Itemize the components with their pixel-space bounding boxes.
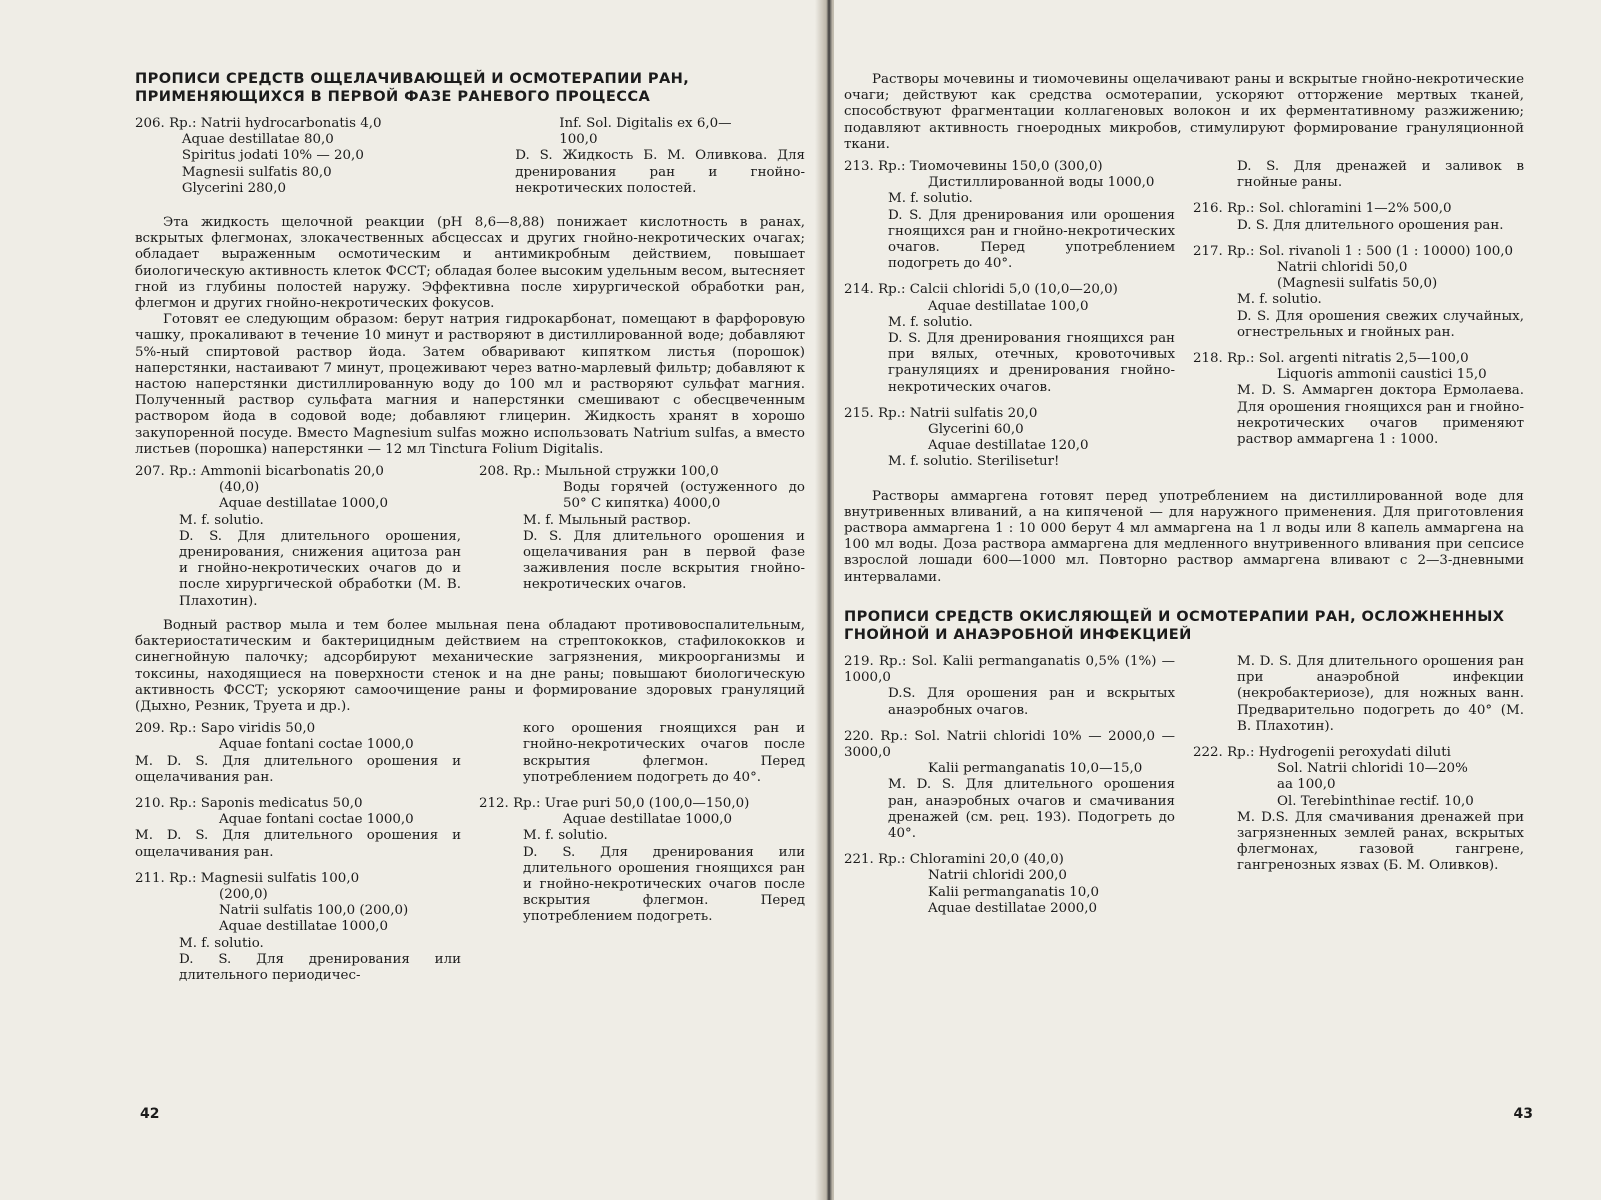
rx-line: M. f. solutio. [179,512,264,528]
rx-line: Aquae destillatae 1000,0 [219,919,389,935]
rx206-col-b [515,116,805,207]
rx-line: Aquae destillatae 1000,0 [563,812,733,828]
rx220 [844,729,1175,842]
rx-line: M. f. solutio. [888,314,973,330]
rx-line: D. S. Для дренирования гноящихся ран при вялых, отечных, кровоточивых грануляциях и дренирования гнойно-некротических очагов. [888,331,1175,395]
rx213 [844,159,1175,272]
rx-line: D. S. Для длительного орошения и ощелачивания ран в первой фазе заживления после вскрытия гнойно-некротических очагов. [523,528,805,593]
rx206-block [135,116,805,207]
rx209-211-col [135,721,461,994]
rx-line: aa 100,0 [1277,777,1336,793]
rx-line: Glycerini 60,0 [928,422,1024,438]
rx217 [1193,244,1524,341]
rx221-222-col [1193,654,1524,927]
rx-line: M. f. solutio. [888,191,973,207]
rx-line: D. S. Для длительного орошения, дренирования, снижения ацитоза ран и гнойно-некротических очагов до и после хирургической обработки (М. В. Плахотин). [179,528,461,609]
rx218 [1193,351,1524,448]
rx-line: (40,0) [219,480,260,496]
rx212 [479,796,805,926]
rx-line: 100,0 [559,132,598,148]
rx-line: Aquae fontani coctae 1000,0 [219,737,414,753]
rx-line: 208. Rp.: Мыльной стружки 100,0 [479,464,719,480]
right-page-content [844,72,1524,935]
page-number-left: 42 [140,1106,160,1122]
rx-line: 211. Rp.: Magnesii sulfatis 100,0 [135,870,360,886]
rx214 [844,282,1175,395]
right-paragraph-2: Растворы аммаргена готовят перед употреблением на дистиллированной воде для внутривенных вливаний, а на кипяченой — для наружного применения. Для приготовления раствора аммаргена 1 : 10 000 берут 4 мл аммаргена на 1 л воды или 8 капель аммаргена на 100 мл воды. Доза раствора аммаргена для медленного внутривенного вливания при сепсисе взрослой лошади 600—1000 мл. Повторно раствор аммаргена вливают с 2—3-дневными интервалами. [844,488,1524,585]
rx-line: Kalii permanganatis 10,0 [928,884,1100,900]
rx-line: M. D. S. Для длительного орошения и ощелачивания ран. [135,828,461,860]
page-number-right: 43 [1513,1106,1533,1122]
rx213-218-block [844,159,1524,481]
rx-line: Kalii permanganatis 10,0—15,0 [928,761,1143,777]
rx221-continuation: M. D. S. Для длительного орошения ран при анаэробной инфекции (некробактериозе), для ножных ванн. Предварительно подогреть до 40° (М. В. Плахотин). [1237,653,1524,734]
rx-line: D. S. Для орошения свежих случайных, огнестрельных и гнойных ран. [1237,308,1524,340]
rx211-212-col [479,721,805,994]
rx-line: Aquae destillatae 2000,0 [928,900,1098,916]
rx207-208-block [135,464,805,610]
rx-line: 207. Rp.: Ammonii bicarbonatis 20,0 [135,464,384,480]
rx209 [135,721,461,786]
rx-line: 217. Rp.: Sol. rivanoli 1 : 500 (1 : 10000) 100,0 [1193,243,1514,259]
rx-line: Liquoris ammonii caustici 15,0 [1277,367,1487,383]
rx-line: 210. Rp.: Saponis medicatus 50,0 [135,795,363,811]
rx-line: M. D.S. Для смачивания дренажей при загрязненных землей ранах, вскрытых флегмонах, газовой гангрене, гангренозных язвах (Б. М. Оливков). [1237,809,1524,874]
rx211-continuation: кого орошения гноящихся ран и гнойно-некротических очагов после вскрытия флегмон. Перед употреблением подогреть до 40°. [523,721,805,785]
rx215-218-col [1193,159,1524,481]
rx222 [1193,745,1524,875]
rx219 [844,654,1175,719]
rx-line: Воды горячей (остуженного до 50° С кипятка) 4000,0 [563,480,805,512]
rx-line: M. D. S. Для длительного орошения и ощелачивания ран. [135,753,461,785]
rx221 [844,852,1175,917]
rx-line: 206. Rp.: Natrii hydrocarbonatis 4,0 [135,116,382,131]
rx-line: 215. Rp.: Natrii sulfatis 20,0 [844,405,1038,421]
rx-line: D. S. Для дренирования или длительного периодичес- [179,951,461,983]
rx-line: D. S. Для дренирования или длительного орошения гноящихся ран и гнойно-некротических очагов после вскрытия флегмон. Перед употреблением подогреть. [523,844,805,925]
rx-line: (Magnesii sulfatis 50,0) [1277,276,1438,292]
rx-line: Aquae destillatae 100,0 [928,298,1089,314]
rx-line: Дистиллированной воды 1000,0 [928,175,1155,191]
rx-line: D. S. Для дренирования или орошения гноящихся ран и гнойно-некротических очагов. Перед употреблением подогреть до 40°. [888,207,1175,272]
rx-line: Spiritus jodati 10% — 20,0 [135,148,364,164]
rx-line: M. f. solutio. Sterilisetur! [888,454,1060,470]
rx-line: 221. Rp.: Chloramini 20,0 (40,0) [844,852,1064,868]
rx206-a [135,116,497,197]
rx210 [135,796,461,861]
rx-line: 220. Rp.: Sol. Natrii chloridi 10% — 2000,0 — 3000,0 [844,728,1175,760]
rx-line: Sol. Natrii chloridi 10—20% [1277,761,1468,777]
rx215 [844,406,1175,471]
rx-line: (200,0) [219,886,268,902]
rx-line: 212. Rp.: Urae puri 50,0 (100,0—150,0) [479,795,750,811]
rx-line: Aquae destillatae 120,0 [928,438,1089,454]
right-heading: ПРОПИСИ СРЕДСТВ ОКИСЛЯЮЩЕЙ И ОСМОТЕРАПИИ РАН, ОСЛОЖНЕННЫХ ГНОЙНОЙ И АНАЭРОБНОЙ ИНФЕКЦИЕЙ [844,607,1505,643]
rx206-b [515,116,805,197]
rx-line: D. S. Жидкость Б. М. Оливкова. Для дренирования ран и гнойно-некротических полостей. [515,148,805,196]
rx-line: 214. Rp.: Calcii chloridi 5,0 (10,0—20,0) [844,282,1118,298]
rx-line: 209. Rp.: Sapo viridis 50,0 [135,721,316,737]
rx-line: M. f. solutio. [523,828,608,844]
rx-line: Ol. Terebinthinae rectif. 10,0 [1277,793,1474,809]
left-paragraph-1: Эта жидкость щелочной реакции (pH 8,6—8,88) понижает кислотность в ранах, вскрытых флегмонах, злокачественных абсцессах и других гнойно-некротических очагах; обладает выраженным осмотическим и антимикробным действием, повышает биологическую активность клеток ФССТ; обладая более высоким удельным весом, вытесняет гной из глубины полостей наружу. Эффективна после хирургической обработки ран, флегмон и других гнойно-некротических фокусов. [135,215,805,312]
rx-line: Aquae destillatae 1000,0 [219,496,389,512]
rx209-212-block [135,721,805,994]
rx208 [479,464,805,610]
rx-line: D.S. Для орошения ран и вскрытых анаэробных очагов. [888,686,1175,718]
rx-line: 218. Rp.: Sol. argenti nitratis 2,5—100,0 [1193,351,1469,367]
rx-line: M. D. S. Аммарген доктора Ермолаева. Для орошения гноящихся ран и гнойно-некротических очагов применяют раствор аммаргена 1 : 1000. [1237,383,1524,448]
rx-line: Natrii chloridi 200,0 [928,868,1067,884]
rx213-215-col [844,159,1175,481]
rx-line: M. f. solutio. [179,935,264,951]
right-page [834,0,1601,1200]
rx-line: Aquae fontani coctae 1000,0 [219,812,414,828]
rx-line: 219. Rp.: Sol. Kalii permanganatis 0,5% (1%) — 1000,0 [844,653,1175,686]
left-paragraph-3: Водный раствор мыла и тем более мыльная пена обладают противовоспалительным, бактериостатическим и бактерицидным действием на стрептококков, стафилококков и синегнойную палочку; адсорбируют механические загрязнения, микроорганизмы и токсины, находящиеся на поверхности стенок и на дне раны; повышают биологическую активность ФССТ; ускоряют самоочищение раны и формирование здоровых грануляций (Дыхно, Резник, Труета и др.). [135,617,805,714]
left-paragraph-2: Готовят ее следующим образом: берут натрия гидрокарбонат, помещают в фарфоровую чашку, прокаливают в течение 10 минут и растворяют в дистиллированной воде; добавляют 5%-ный спиртовой раствор йода. Затем обваривают кипятком листья (порошок) наперстянки, настаивают 7 минут, процеживают через ватно-марлевый фильтр; добавляют к настою наперстянки дистиллированную воду до 100 мл и растворяют сульфат магния. Полученный раствор сульфата магния и наперстянки смешивают с обесцвеченным раствором йода в содовой воде; добавляют глицерин. Жидкость хранят в хорошо закупоренной посуде. Вместо Magnesium sulfas можно использовать Natrium sulfas, а вместо листьев (порошка) наперстянки — 12 мл Tinctura Folium Digitalis. [135,312,805,457]
left-heading: ПРОПИСИ СРЕДСТВ ОЩЕЛАЧИВАЮЩЕЙ И ОСМОТЕРАПИИ РАН, ПРИМЕНЯЮЩИХСЯ В ПЕРВОЙ ФАЗЕ РАНЕВОГО ПРОЦЕССА [135,70,690,105]
right-paragraph-1: Растворы мочевины и тиомочевины ощелачивают раны и вскрытые гнойно-некротические очаги; действуют как средства осмотерапии, ускоряют отторжение мертвых тканей, способствуют фрагментации коллагеновых волокон и их ферментативному разжижению; подавляют активность гноеродных микробов, стимулируют формирование грануляционной ткани. [844,72,1524,152]
rx-line: Natrii chloridi 50,0 [1277,260,1408,276]
rx215-continuation: D. S. Для дренажей и заливок в гнойные раны. [1237,159,1524,191]
rx-line: Inf. Sol. Digitalis ex 6,0— [559,116,732,131]
rx-line: M. f. solutio. [1237,292,1322,308]
rx216 [1193,201,1524,233]
rx-line: 222. Rp.: Hydrogenii peroxydati diluti [1193,744,1451,760]
rx-line: 213. Rp.: Тиомочевины 150,0 (300,0) [844,159,1103,175]
rx-line: M. f. Мыльный раствор. [523,512,692,528]
rx-line: 216. Rp.: Sol. chloramini 1—2% 500,0 [1193,201,1452,217]
rx-line: Glycerini 280,0 [135,180,286,196]
left-page-content [135,70,805,1002]
rx-line: Aquae destillatae 80,0 [135,132,334,148]
rx207 [135,464,461,610]
rx211 [135,871,461,984]
rx206-col-a [135,116,497,207]
rx-line: D. S. Для длительного орошения ран. [1237,217,1504,233]
rx219-222-block [844,654,1524,927]
rx-line: M. D. S. Для длительного орошения ран, анаэробных очагов и смачивания дренажей (см. рец. 193). Подогреть до 40°. [888,777,1175,841]
rx-line: Natrii sulfatis 100,0 (200,0) [219,903,409,919]
rx219-221-col [844,654,1175,927]
rx-line: Magnesii sulfatis 80,0 [135,164,332,180]
